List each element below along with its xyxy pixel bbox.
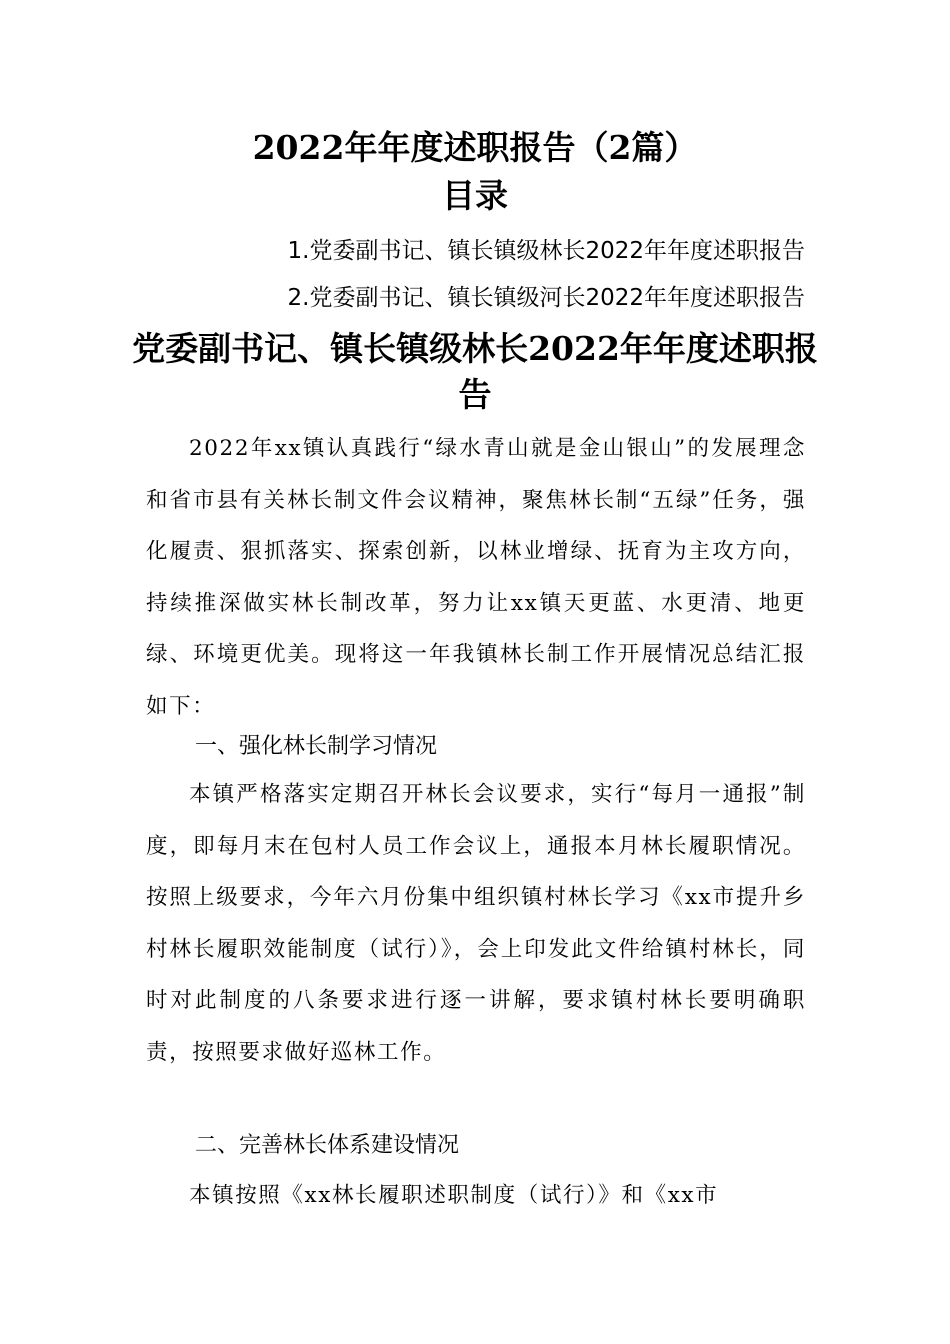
body-paragraph: 本镇严格落实定期召开林长会议要求，实行“每月一通报”制度，即每月末在包村人员工作会议上，通报本月林长履职情况。按照上级要求，今年六月份集中组织镇村林长学习《xx市提升乡村林长履职效能制度（试行）》，会上印发此文件给镇村林长，同时对此制度的八条要求进行逐一讲解，要求镇村林长要明确职责，按照要求做好巡林工作。 [146,782,806,1065]
document-title: 2022年年度述职报告（2篇） [252,128,698,167]
section-heading: 二、完善林长体系建设情况 [195,1133,460,1158]
toc-heading: 目录 [442,176,508,215]
toc-item: 1.党委副书记、镇长镇级林长2022年年度述职报告 [287,238,805,264]
section-heading: 一、强化林长制学习情况 [195,734,438,759]
body-paragraph: 2022年xx镇认真践行“绿水青山就是金山银山”的发展理念和省市县有关林长制文件会议精神，聚焦林长制“五绿”任务，强化履责、狠抓落实、探索创新，以林业增绿、抚育为主攻方向，持续推深做实林长制改革，努力让xx镇天更蓝、水更清、地更绿、环境更优美。现将这一年我镇林长制工作开展情况总结汇报如下： [146,436,806,719]
body-paragraph: 本镇按照《xx林长履职述职制度（试行）》和《xx市 [189,1183,719,1208]
toc-item: 2.党委副书记、镇长镇级河长2022年年度述职报告 [287,285,805,311]
article-title: 党委副书记、镇长镇级林长2022年年度述职报告 [132,329,818,414]
